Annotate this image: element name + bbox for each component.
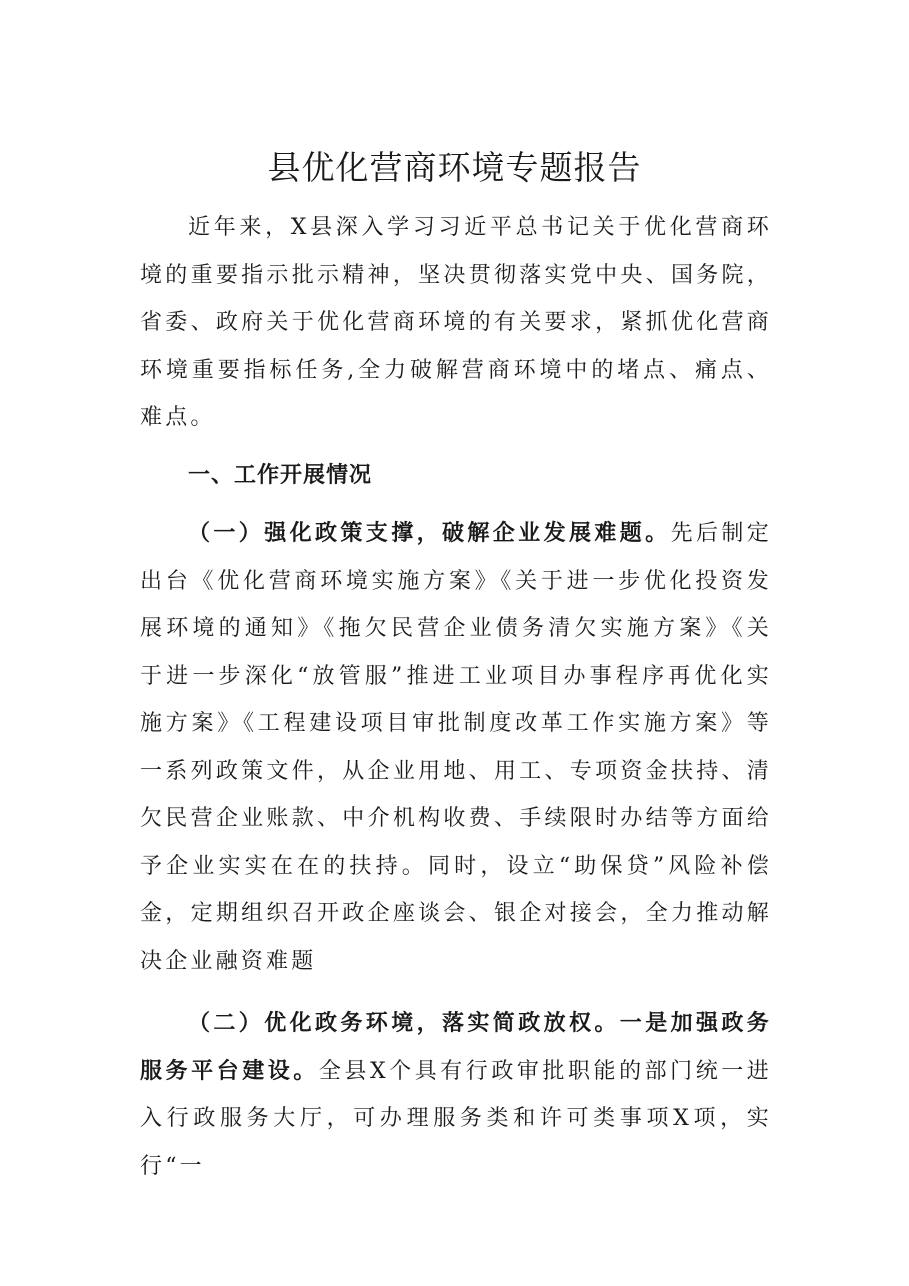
subsection-1-body: 先后制定出台《优化营商环境实施方案》《关于进一步优化投资发展环境的通知》《拖欠民营企业债务清欠实施方案》《关于进一步深化“放管服”推进工业项目办事程序再优化实施方案》《工程建设项目审批制度改革工作实施方案》等一系列政策文件，从企业用地、用工、专项资金扶持、清欠民营企业账款、中介机构收费、手续限时办结等方面给予企业实实在在的扶持。同时，设立“助保贷”风险补偿金，定期组织召开政企座谈会、银企对接会，全力推动解决企业融资难题	[140, 521, 772, 974]
intro-paragraph: 近年来，X县深入学习习近平总书记关于优化营商环境的重要指示批示精神，坚决贯彻落实党中央、国务院，省委、政府关于优化营商环境的有关要求，紧抓优化营商环境重要指标任务,全力破解营商环境中的堵点、痛点、难点。	[140, 215, 772, 430]
section-heading-work-progress: 一、工作开展情况	[188, 463, 373, 488]
subsection-2-point-1-heading: 一是加强政务服务平台建设。	[140, 1010, 772, 1084]
document-title: 县优化营商环境专题报告	[267, 148, 642, 187]
subsection-2-heading: （二）优化政务环境，落实简政放权。	[188, 1010, 620, 1036]
subsection-2-paragraph	[140, 1000, 772, 1190]
subsection-1-paragraph	[140, 510, 772, 985]
subsection-2-body: 全县X个具有行政审批职能的部门统一进入行政服务大厅，可办理服务类和许可类事项X项，实行“一	[140, 1058, 773, 1179]
subsection-1-heading: （一）强化政策支撑，破解企业发展难题。	[188, 520, 671, 546]
